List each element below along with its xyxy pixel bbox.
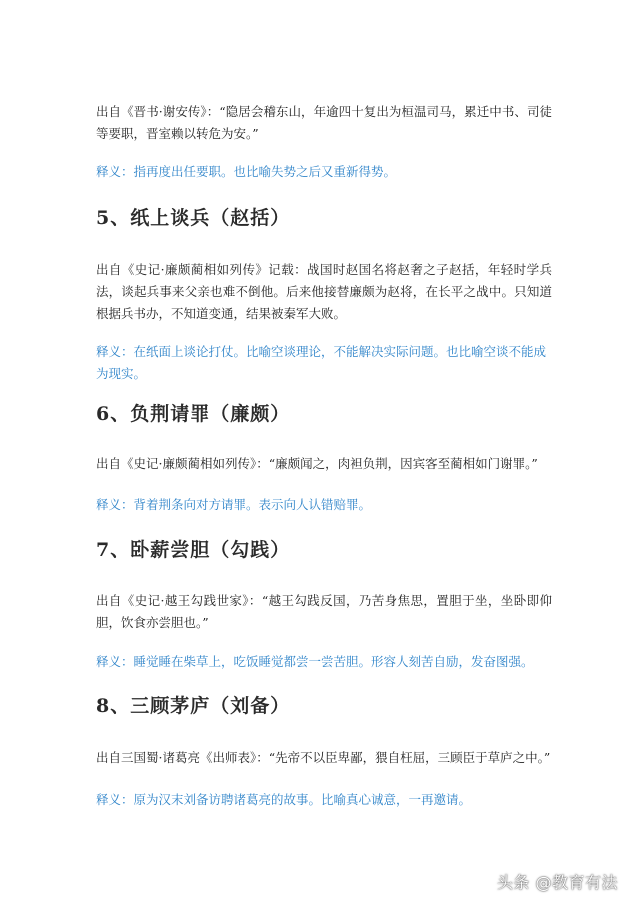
watermark-text: 头条 @教育有法	[496, 873, 618, 892]
source-quote: 出自《史记·廉颇蔺相如列传》记载：战国时赵国名将赵奢之子赵括，年轻时学兵法，谈起兵事来父亲也难不倒他。后来他接替廉颇为赵将，在长平之战中。只知道根据兵书办，不知道变通，结果被秦军大败。	[96, 262, 552, 321]
idiom-heading-block-5	[96, 205, 552, 231]
meaning-text: 释义：原为汉末刘备访聘诸葛亮的故事。比喻真心诚意，一再邀请。	[96, 792, 472, 807]
meaning-text: 释义：指再度出任要职。也比喻失势之后又重新得势。	[96, 164, 397, 179]
source-quote: 出自三国蜀·诸葛亮《出师表》：“先帝不以臣卑鄙，猥自枉屈，三顾臣于草庐之中。”	[96, 750, 551, 765]
idiom-heading-block-7	[96, 537, 552, 563]
idiom-meaning-block-6	[96, 494, 552, 516]
source-quote: 出自《史记·越王勾践世家》：“越王勾践反国，乃苦身焦思，置胆于坐，坐卧即仰胆，饮食亦尝胆也。”	[96, 593, 552, 630]
meaning-text: 释义：背着荆条向对方请罪。表示向人认错赔罪。	[96, 497, 372, 512]
idiom-heading: 8、三顾茅庐（刘备）	[96, 695, 291, 717]
idiom-heading-block-6	[96, 401, 552, 427]
idiom-source-block-8	[96, 747, 552, 769]
meaning-text: 释义：在纸面上谈论打仗。比喻空谈理论，不能解决实际问题。也比喻空谈不能成为现实。	[96, 344, 547, 381]
idiom-source-block-6	[96, 453, 552, 475]
idiom-heading: 5、纸上谈兵（赵括）	[96, 207, 291, 229]
idiom-meaning-block-5	[96, 341, 552, 385]
idiom-meaning-block-7	[96, 651, 552, 673]
idiom-source-block-5	[96, 259, 552, 325]
idiom-heading: 6、负荆请罪（廉颇）	[96, 403, 291, 425]
source-quote: 出自《晋书·谢安传》：“隐居会稽东山，年逾四十复出为桓温司马，累迁中书、司徒等要职，晋室赖以转危为安。”	[96, 104, 552, 141]
idiom-meaning-block-8	[96, 789, 552, 811]
idiom-entry-4-continued	[96, 101, 552, 145]
idiom-heading-block-8	[96, 693, 552, 719]
source-quote: 出自《史记·廉颇蔺相如列传》：“廉颇闻之，肉袒负荆，因宾客至蔺相如门谢罪。”	[96, 456, 538, 471]
idiom-heading: 7、卧薪尝胆（勾践）	[96, 539, 291, 561]
meaning-text: 释义：睡觉睡在柴草上，吃饭睡觉都尝一尝苦胆。形容人刻苦自励，发奋图强。	[96, 654, 534, 669]
idiom-entry-4-meaning-block	[96, 161, 552, 183]
idiom-source-block-7	[96, 590, 552, 634]
